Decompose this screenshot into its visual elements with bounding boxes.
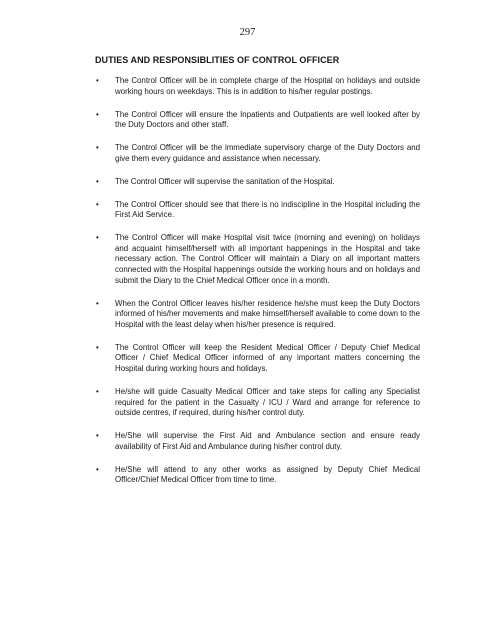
duty-text: The Control Officer will keep the Resident Medical Officer / Deputy Chief Medical Officer / Chief Medical Officer informed of any important matters concerning the Hospital during working hours and holidays. (115, 342, 420, 374)
duty-item (96, 143, 420, 164)
bullet-icon: • (96, 233, 99, 243)
duty-item (96, 465, 420, 486)
duty-item (96, 110, 420, 131)
duty-item (96, 177, 420, 188)
duty-text: The Control Officer will be in complete charge of the Hospital on holidays and outside working hours on weekdays. This is in addition to his/her regular postings. (115, 76, 420, 96)
bullet-icon: • (96, 298, 99, 308)
duty-text: He/she will guide Casualty Medical Officer and take steps for calling any Specialist required for the patient in the Casualty / ICU / Ward and arrange for reference to outside centres, if required, during his/her control duty. (115, 387, 420, 418)
duty-text: The Control Officer will make Hospital visit twice (morning and evening) on holidays and acquaint himself/herself with all important happenings in the Hospital and take necessary action. The Control Officer will maintain a Diary on all important matters connected with the Hospital happenings outside the working hours and on holidays and submit the Diary to the Chief Medical Officer once in a month. (115, 233, 420, 285)
bullet-icon: • (96, 76, 99, 85)
duty-item (96, 233, 420, 286)
duty-item (96, 431, 420, 452)
duty-text: He/She will attend to any other works as assigned by Deputy Chief Medical Officer/Chief Medical Officer from time to time. (115, 464, 420, 485)
bullet-icon: • (96, 176, 99, 186)
duty-item (96, 200, 420, 221)
page-number: 297 (239, 27, 256, 38)
bullet-icon: • (96, 387, 99, 396)
duty-text: The Control Officer should see that there is no indiscipline in the Hospital including the First Aid Service. (115, 199, 420, 220)
duty-item (96, 76, 420, 97)
bullet-icon: • (96, 199, 99, 209)
duty-text: The Control Officer will supervise the sanitation of the Hospital. (115, 176, 335, 186)
duty-item (96, 343, 420, 375)
bullet-icon: • (96, 109, 99, 119)
duty-text: The Control Officer will ensure the Inpatients and Outpatients are well looked after by the Duty Doctors and other staff. (115, 109, 420, 130)
duty-text: The Control Officer will be the immediate supervisory charge of the Duty Doctors and give them every guidance and assistance when necessary. (115, 143, 420, 163)
duty-item (96, 299, 420, 331)
page-heading: DUTIES AND RESPONSIBLITIES OF CONTROL OFFICER (95, 55, 340, 65)
duty-text: When the Control Officer leaves his/her residence he/she must keep the Duty Doctors informed of his/her movements and make himself/herself available to come down to the Hospital with the least delay when his/her presence is required. (115, 298, 420, 329)
duties-list (96, 76, 420, 498)
bullet-icon: • (96, 342, 99, 352)
duty-item (96, 387, 420, 419)
bullet-icon: • (96, 431, 99, 441)
bullet-icon: • (96, 143, 99, 153)
bullet-icon: • (96, 464, 99, 474)
duty-text: He/She will supervise the First Aid and Ambulance section and ensure ready availability of First Aid and Ambulance during his/her control duty. (115, 431, 420, 451)
